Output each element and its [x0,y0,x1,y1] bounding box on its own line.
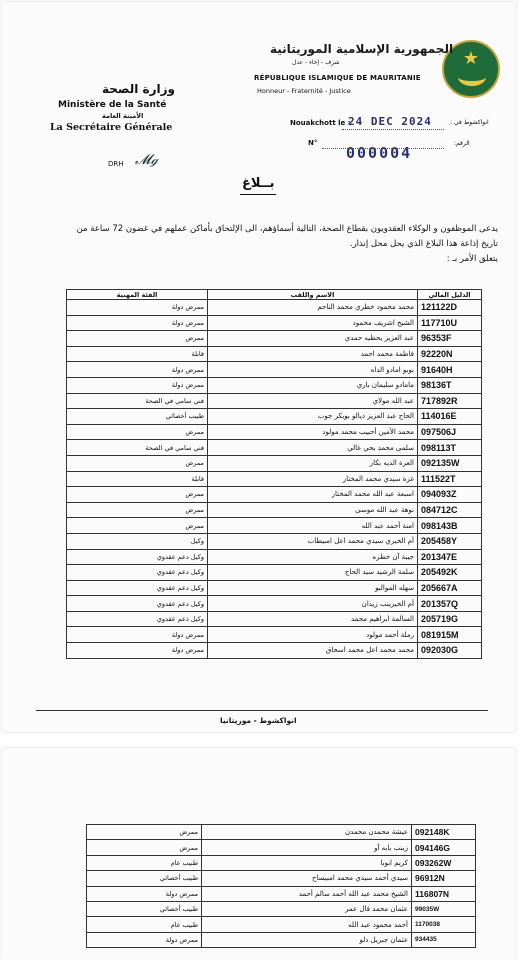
employee-name: اسبعة عبد الله محمد المختار [208,487,418,503]
employee-category: ممرض [67,487,208,503]
table-row [67,487,482,503]
employee-id: 092135W [418,455,482,471]
table-row [87,871,476,886]
employee-id: 92220N [418,346,482,362]
employee-name: سيدي أحمد سيدي محمد امبيساح [202,871,412,886]
drh-label: DRH [108,160,124,168]
table-row [67,627,482,643]
employee-category: ممرض [67,455,208,471]
employee-category: وكيل دعم عقدوي [67,565,208,581]
employee-name: محمد محمد اعل محمد اسحاق [208,643,418,659]
table-row [87,886,476,901]
employee-id: 1170038 [412,917,476,932]
employee-name: أحمد محمود عبد الله [202,917,412,932]
employee-name: أم الخيرينب زيدان [208,596,418,612]
table-row [67,315,482,331]
employee-id: 111522T [418,471,482,487]
employee-category: ممرض دولة [67,377,208,393]
employee-category: ممرض [87,825,202,840]
employee-name: الشيخ اشريف محمود [208,315,418,331]
national-seal-icon: ★ [442,40,500,98]
table-row [67,471,482,487]
employee-name: محمد الأمين أحبيب محمد مولود [208,424,418,440]
secretary-general-fr: La Secrétaire Générale [50,122,173,133]
employee-category: وكيل دعم عقدوي [67,549,208,565]
date-stamp: 24 DEC 2024 [348,115,432,128]
table-row [87,825,476,840]
table-row [67,424,482,440]
table-row [67,611,482,627]
page-1 [2,2,516,732]
number-stamp: 000004 [346,144,413,162]
employee-id: 205458Y [418,533,482,549]
place-label-ar: انواكشوط في : [450,119,489,126]
employee-category: ممرض [87,840,202,855]
employee-category: وكيل دعم عقدوي [67,596,208,612]
employee-category: قابلة [67,346,208,362]
employee-id: 081915M [418,627,482,643]
table-row [87,840,476,855]
footer-address: انواكشوط - موريتانيا [220,716,297,725]
employee-name: سلمى محمد يحي غالي [208,440,418,456]
employee-id: 092148K [412,825,476,840]
col-header-category: الفئة المهنية [67,290,208,300]
employee-name: مامادو سليمان باري [208,377,418,393]
secretary-general-ar: الأمينة العامة [102,112,144,120]
employee-id: 91640H [418,362,482,378]
employee-id: 201357Q [418,596,482,612]
employee-id: 084712C [418,502,482,518]
republic-title-fr: RÉPUBLIQUE ISLAMIQUE DE MAURITANIE [254,74,421,82]
employee-category: طبيب عام [87,917,202,932]
employee-name: امنة أحمد عبد الله [208,518,418,534]
employee-name: السالمة ابراهيم محمد [208,611,418,627]
col-header-name: الاسم واللقب [208,290,418,300]
table-row [67,518,482,534]
ministry-fr: Ministère de la Santé [58,100,167,110]
table-row [67,580,482,596]
employee-id: 116807N [412,886,476,901]
employee-category: ممرض دولة [67,627,208,643]
employee-name: عبد العزيز يحظيه حمدي [208,331,418,347]
table-row [67,643,482,659]
employee-id: 097506J [418,424,482,440]
table-header-row [67,290,482,300]
employee-id: 96353F [418,331,482,347]
employee-name: رملة أحمد مولود [208,627,418,643]
employee-name: كريم ابوبا [202,855,412,870]
employee-name: عبد الله مولاي [208,393,418,409]
motto-fr: Honneur - Fraternité - Justice [257,87,351,95]
employee-name: بوبو امادو الداه [208,362,418,378]
employee-id: 094093Z [418,487,482,503]
employee-category: طبيب أخصائي [87,901,202,916]
table-row [67,300,482,316]
employee-category: قابلة [67,471,208,487]
document-title: بــلاغ [242,176,275,191]
employee-category: طبيب أخصائي [87,871,202,886]
place-label-fr: Nouakchott le : [290,119,351,127]
republic-title-ar: الجمهورية الإسلامية الموريتانية [270,42,454,56]
table-row [67,362,482,378]
employee-name: عيشة محمدن محمدن [202,825,412,840]
employee-category: فني سامي في الصحة [67,393,208,409]
employee-id: 094146G [412,840,476,855]
employee-name: فاطمة محمد احمد [208,346,418,362]
employee-id: 96912N [412,871,476,886]
employee-name: أم الخيري سيدي محمد اعل امبيطاب [208,533,418,549]
employee-id: 717892R [418,393,482,409]
employee-id: 205667A [418,580,482,596]
employee-id: 99035W [412,901,476,916]
table-row [67,502,482,518]
table-row [67,331,482,347]
ministry-ar: وزارة الصحة [102,82,176,96]
table-row [67,393,482,409]
employee-id: 098113T [418,440,482,456]
employee-category: وكيل دعم عقدوي [67,611,208,627]
employee-id: 114016E [418,409,482,425]
employee-category: ممرض [67,518,208,534]
employee-category: وكيل دعم عقدوي [67,580,208,596]
employee-id: 205719G [418,611,482,627]
employees-table-continued [86,824,476,948]
employee-category: فني سامي في الصحة [67,440,208,456]
employee-id: 121122D [418,300,482,316]
employee-id: 934435 [412,932,476,947]
table-row [87,855,476,870]
employee-category: ممرض دولة [67,643,208,659]
title-underline [240,194,276,195]
employee-name: جيبة آن خطره [208,549,418,565]
employee-name: الشيخ محمد عبد الله أحمد سالم أحمد [202,886,412,901]
table-row [67,409,482,425]
table-row [67,455,482,471]
employee-id: 092030G [418,643,482,659]
employee-id: 98136T [418,377,482,393]
number-dotted-line [322,148,444,149]
table-row [67,565,482,581]
intro-text [62,222,498,267]
employee-id: 201347E [418,549,482,565]
employee-name: سهله الموالبو [208,580,418,596]
employee-category: ممرض [67,502,208,518]
employee-category: ممرض دولة [67,315,208,331]
motto-ar: شرف - إخاء - عدل [292,59,340,66]
intro-subject: يتعلق الأمر بـ : [446,254,498,264]
table-row [67,549,482,565]
employee-name: الحاج عبد العزيز ديالو بوبكر جوب [208,409,418,425]
table-row [87,901,476,916]
drh-signature: 𝓜ℊ [135,152,159,168]
employee-name: غزة سيدي محمد المختار [208,471,418,487]
employee-name: زينب بابه آو [202,840,412,855]
number-label-ar: الرقم: [454,140,470,147]
date-dotted-line [342,129,444,130]
employee-category: ممرض [67,424,208,440]
table-row [87,932,476,947]
table-row [67,440,482,456]
employee-category: ممرض دولة [87,886,202,901]
footer-divider [36,710,488,711]
employee-name: العزة الديه بكار [208,455,418,471]
employee-name: عثمان محمد فال عمر [202,901,412,916]
employee-name: محمد محمود خطري محمد الناجم [208,300,418,316]
employees-table [66,289,482,659]
employee-category: طبيب أخصائي [67,409,208,425]
col-header-id: الدليل المالي [418,290,482,300]
number-label: N° [308,139,318,147]
employee-name: نوهة عبد الله موسى [208,502,418,518]
intro-paragraph: يدعى الموظفون و الوكلاء العقدويون بقطاع الصحة، التالية أسماؤهم، الى الإلتحاق بأماكن عملهم في غضون 72 ساعة من تاريخ إذاعة هذا البلاغ الذي يحل محل إنذار. [76,224,498,249]
table-row [67,377,482,393]
employee-category: ممرض دولة [67,362,208,378]
employee-id: 205492K [418,565,482,581]
employee-id: 093262W [412,855,476,870]
employee-category: طبيب عام [87,855,202,870]
table-row [67,596,482,612]
employee-id: 098143B [418,518,482,534]
employee-name: سلمة الرشيد سيد الحاج [208,565,418,581]
employee-category: ممرض دولة [67,300,208,316]
employee-name: عثمان جبريل دلو [202,932,412,947]
table-row [67,533,482,549]
employee-category: وكيل [67,533,208,549]
table-row [67,346,482,362]
employee-id: 117710U [418,315,482,331]
employee-category: ممرض [67,331,208,347]
employee-category: ممرض دولة [87,932,202,947]
table-row [87,917,476,932]
